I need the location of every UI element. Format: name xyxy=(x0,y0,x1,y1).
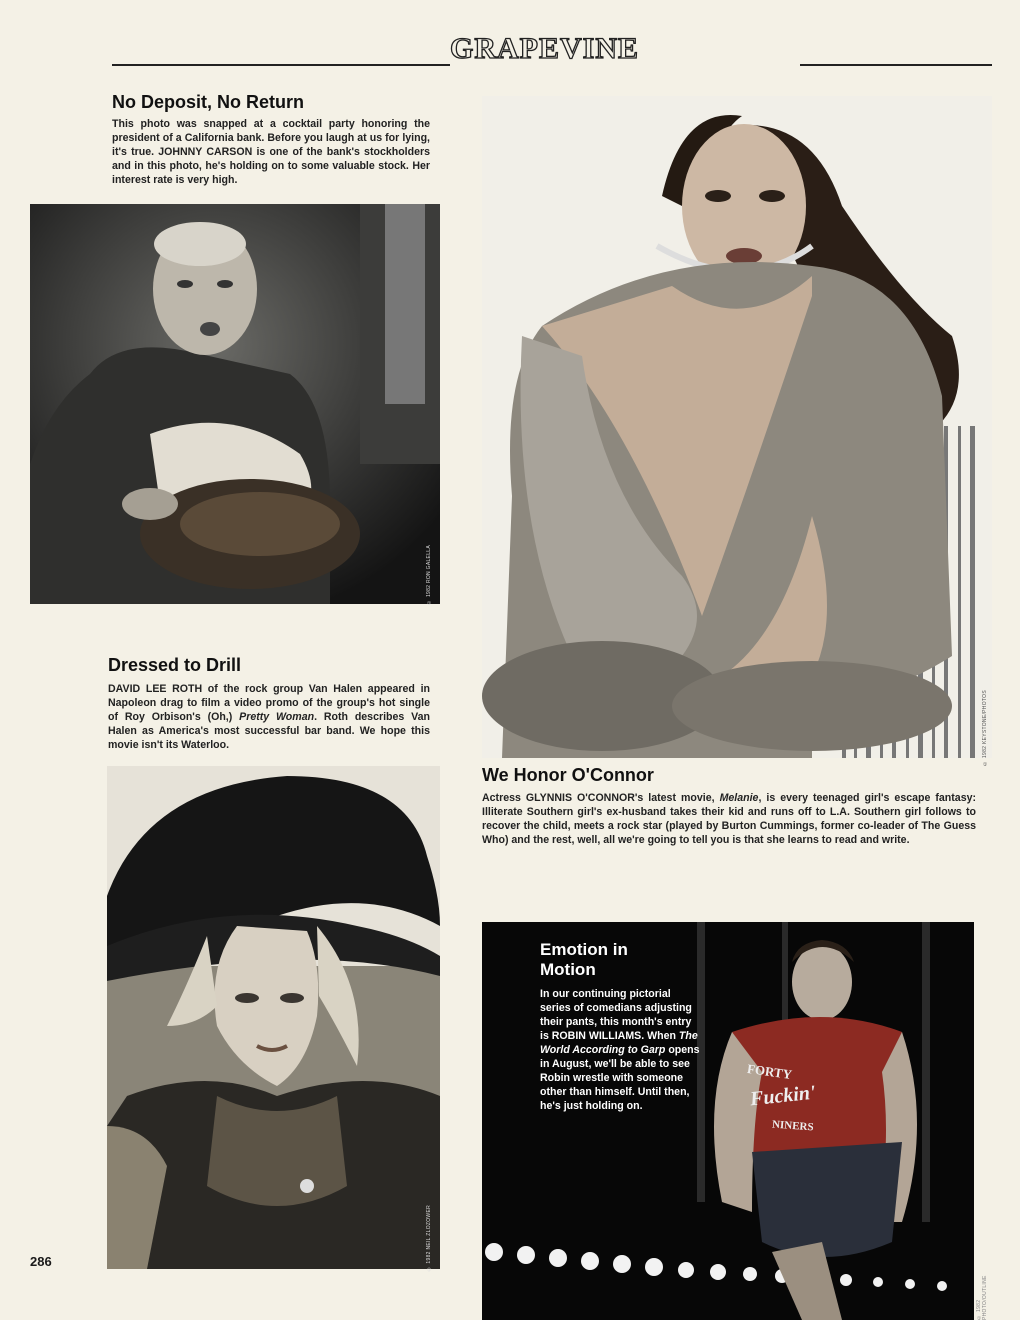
roth-photo-credit: © 1982 NEIL ZLOZOWER xyxy=(426,1205,432,1272)
williams-photo-credit: © 1982 PHOTO/OUTLINE xyxy=(976,1275,988,1320)
masthead-rule-right xyxy=(800,64,992,66)
no-deposit-text: This photo was snapped at a cocktail party honoring the president of a California bank. Before you laugh at us for lying, it's true. JOHNNY CARSON is one of the bank's stockholders and in this photo, he's holding on to some valuable stock. Her interest rate is very high. xyxy=(112,118,430,186)
carson-photo xyxy=(30,204,440,604)
emotion-text-part2: opens in August, we'll be able to see Robin wrestle with someone other than himself. Until then, he's just holding on. xyxy=(540,1043,700,1112)
dressed-text xyxy=(108,683,430,753)
carson-photo-credit: © 1982 RON GALELLA xyxy=(426,545,432,606)
dressed-text-part2: . Roth describes Van Halen as America's most successful bar band. We hope this movie isn't its Waterloo. xyxy=(108,710,430,751)
oconnor-heading: We Honor O'Connor xyxy=(482,765,654,785)
oconnor-text-italic: Melanie xyxy=(719,792,759,804)
oconnor-text xyxy=(482,792,976,848)
page-number: 286 xyxy=(30,1254,52,1269)
dressed-text-italic: Pretty Woman xyxy=(239,710,315,723)
masthead-rule-left xyxy=(112,64,450,66)
shirt-text-niners: NINERS xyxy=(771,1118,814,1134)
dressed-heading: Dressed to Drill xyxy=(108,655,242,675)
masthead: GRAPEVINE xyxy=(450,32,640,65)
williams-photo xyxy=(482,922,988,1320)
oconnor-text-part1: Actress GLYNNIS O'CONNOR's latest movie, xyxy=(482,792,720,804)
emotion-heading-line1: Emotion in xyxy=(540,940,628,959)
emotion-text-italic: The World According to Garp xyxy=(540,1029,698,1056)
shirt-text-forty: FORTY xyxy=(746,1060,793,1083)
emotion-heading xyxy=(540,940,628,979)
shirt-text-fuckin: Fuckin' xyxy=(748,1081,817,1111)
emotion-heading-line2: Motion xyxy=(540,959,596,979)
oconnor-photo-credit: © 1982 KEYSTONE/PHOTOS xyxy=(982,690,988,767)
emotion-text-part1: In our continuing pictorial series of comedians adjusting their pants, this month's entry is ROBIN WILLIAMS. When xyxy=(540,988,692,1042)
roth-photo xyxy=(107,766,440,1269)
oconnor-text-part2: , is every teenaged girl's escape fantasy: Illiterate Southern girl's ex-husband takes their kid and runs off to L.A. Southern girl follows to recover the child, meets a rock star (played by Burton Cummings, former co-leader of The Guess Who) and the rest, well, all we're going to tell you is that she learns to read and write. xyxy=(482,792,977,846)
oconnor-photo xyxy=(482,96,992,758)
dressed-text-part1: DAVID LEE ROTH of the rock group Van Halen appeared in Napoleon drag to film a video promo of the group's hot single of Roy Orbison's (Oh,) xyxy=(108,683,430,723)
emotion-text xyxy=(540,988,700,1114)
no-deposit-heading: No Deposit, No Return xyxy=(112,92,304,112)
